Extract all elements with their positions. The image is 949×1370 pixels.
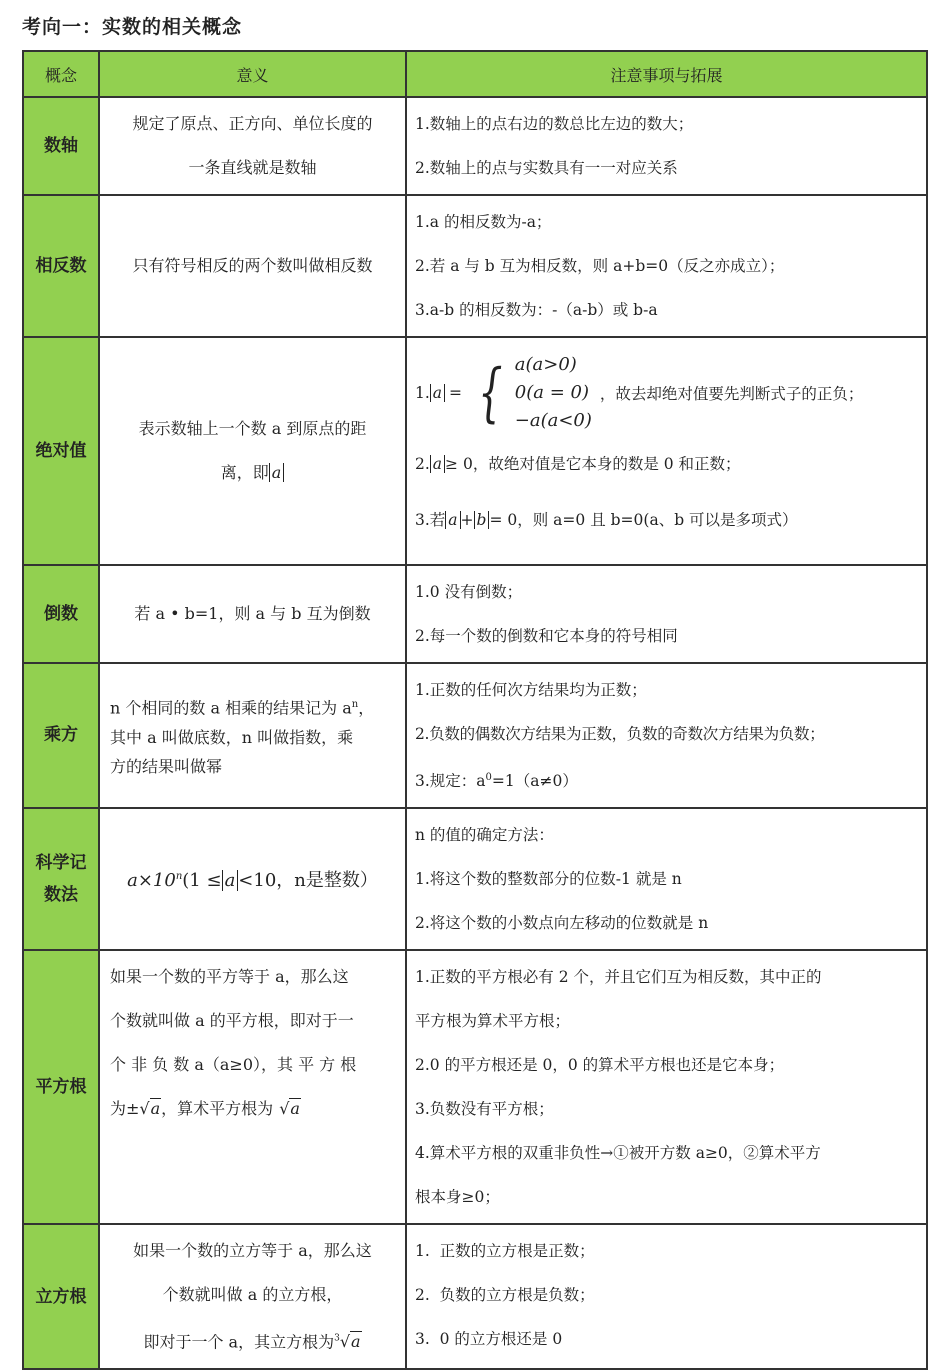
brace-icon: { bbox=[478, 356, 503, 430]
note-line-3 bbox=[415, 492, 918, 548]
term-cell: 倒数 bbox=[23, 565, 99, 663]
superscript: n bbox=[175, 871, 183, 883]
term-cell: 相反数 bbox=[23, 195, 99, 337]
note-line: 1.0 没有倒数； bbox=[415, 583, 523, 601]
note-text: 3.若 bbox=[415, 511, 446, 529]
case-line: a(a>0) bbox=[514, 354, 577, 375]
note-line: 2.数轴上的点与实数具有一一对应关系 bbox=[415, 159, 678, 177]
abs-a: a bbox=[430, 455, 445, 473]
meaning-line bbox=[110, 451, 395, 495]
note-line: 1. 正数的立方根是正数； bbox=[415, 1242, 595, 1261]
meaning-line: 表示数轴上一个数 a 到原点的距 bbox=[138, 419, 367, 438]
term-cell: 数轴 bbox=[23, 97, 99, 195]
page-title: 考向一：实数的相关概念 bbox=[22, 16, 243, 38]
header-notes: 注意事项与拓展 bbox=[406, 51, 927, 97]
term-line: 数法 bbox=[44, 885, 78, 906]
meaning-line: 个数就叫做 a 的平方根，即对于一 bbox=[110, 1011, 354, 1031]
note-line: 2.0 的平方根还是 0，0 的算术平方根也还是它本身； bbox=[415, 1056, 785, 1075]
table-row-axis bbox=[23, 97, 927, 195]
meaning-text: 即对于一个 a，其立方根为 bbox=[143, 1332, 335, 1352]
meaning-cell bbox=[99, 337, 406, 565]
meaning-cell bbox=[99, 950, 406, 1224]
meaning-cell bbox=[99, 1224, 406, 1369]
meaning-line: 一条直线就是数轴 bbox=[188, 158, 317, 177]
note-line-1 bbox=[415, 350, 918, 436]
abs-a: a bbox=[445, 511, 460, 529]
meaning-cell bbox=[99, 97, 406, 195]
note-line: 根本身≥0； bbox=[415, 1188, 500, 1207]
sqrt-icon: √a bbox=[279, 1099, 300, 1119]
note-text: 2. bbox=[415, 455, 430, 473]
abs-b: b bbox=[474, 511, 490, 529]
formula-text: (1 ≤ bbox=[182, 870, 222, 892]
radicand: a bbox=[150, 1099, 161, 1119]
formula-text: n是整数） bbox=[294, 870, 378, 892]
notes-cell bbox=[406, 565, 927, 663]
meaning-line: 规定了原点、正方向、单位长度的 bbox=[132, 114, 373, 133]
table-row-scientific bbox=[23, 808, 927, 950]
superscript: n bbox=[351, 699, 359, 711]
abs-a: a bbox=[430, 384, 445, 402]
formula-text: a×10 bbox=[127, 870, 176, 892]
notes-cell bbox=[406, 950, 927, 1224]
superscript: 0 bbox=[485, 772, 492, 783]
table-row-cbrt bbox=[23, 1224, 927, 1369]
concept-table bbox=[22, 50, 928, 1370]
meaning-line: 方的结果叫做幂 bbox=[110, 756, 223, 776]
abs-a: a bbox=[222, 870, 239, 891]
note-line: 2.若 a 与 b 互为相反数，则 a+b=0（反之亦成立）； bbox=[415, 257, 785, 275]
note-line: 3.a-b 的相反数为：-（a-b）或 b-a bbox=[415, 301, 658, 319]
note-line: 1.数轴上的点右边的数总比左边的数大； bbox=[415, 115, 694, 133]
note-line: n 的值的确定方法： bbox=[415, 826, 554, 845]
note-line: 1.正数的任何次方结果均为正数； bbox=[415, 681, 647, 699]
term-line: 科学记 bbox=[35, 852, 87, 873]
meaning-line: 如果一个数的立方等于 a，那么这 bbox=[133, 1241, 372, 1261]
radicand: a bbox=[290, 1099, 300, 1119]
meaning-text: n 个相同的数 a 相乘的结果记为 a bbox=[110, 698, 352, 718]
meaning-line bbox=[110, 1087, 395, 1131]
meaning-text: ，算术平方根为 bbox=[161, 1099, 274, 1119]
notes-cell bbox=[406, 1224, 927, 1369]
abs-a: a bbox=[269, 463, 285, 482]
notes-cell bbox=[406, 195, 927, 337]
case-line: −a(a<0) bbox=[514, 410, 592, 431]
table-row-power bbox=[23, 663, 927, 808]
term-cell bbox=[23, 808, 99, 950]
meaning-line: 如果一个数的平方等于 a，那么这 bbox=[110, 967, 349, 987]
meaning-cell: 只有符号相反的两个数叫做相反数 bbox=[99, 195, 406, 337]
notes-cell bbox=[406, 97, 927, 195]
table-row-reciprocal bbox=[23, 565, 927, 663]
equals-sign: = bbox=[449, 384, 463, 402]
notes-cell bbox=[406, 808, 927, 950]
note-line-2 bbox=[415, 436, 918, 492]
table-row-sqrt bbox=[23, 950, 927, 1224]
note-line: 2.每一个数的倒数和它本身的符号相同 bbox=[415, 627, 678, 645]
note-line: 2.负数的偶数次方结果为正数，负数的奇数次方结果为负数； bbox=[415, 725, 825, 743]
note-text: ，故去却绝对值要先判断式子的正负； bbox=[599, 385, 864, 403]
note-line: 1.将这个数的整数部分的位数-1 就是 n bbox=[415, 870, 682, 889]
header-row bbox=[23, 51, 927, 97]
table-row-absolute bbox=[23, 337, 927, 565]
term-cell: 绝对值 bbox=[23, 337, 99, 565]
note-text: 1. bbox=[415, 384, 430, 402]
note-line bbox=[415, 756, 918, 803]
note-line: 平方根为算术平方根； bbox=[415, 1012, 571, 1031]
meaning-cell bbox=[99, 808, 406, 950]
meaning-cell: 若 a • b=1，则 a 与 b 互为倒数 bbox=[99, 565, 406, 663]
meaning-line bbox=[110, 690, 395, 722]
cbrt-icon: $^3$√a bbox=[334, 1332, 361, 1352]
radicand: a bbox=[351, 1332, 361, 1352]
note-text: =1（a≠0） bbox=[491, 772, 578, 791]
term-cell: 乘方 bbox=[23, 663, 99, 808]
meaning-line: 其中 a 叫做底数，n 叫做指数，乘 bbox=[110, 727, 354, 747]
note-line: 3.负数没有平方根； bbox=[415, 1100, 554, 1119]
note-line: 2. 负数的立方根是负数； bbox=[415, 1286, 595, 1305]
plus-sign: + bbox=[460, 511, 474, 529]
note-line: 3. 0 的立方根还是 0 bbox=[415, 1330, 563, 1349]
note-line: 4.算术平方根的双重非负性→①被开方数 a≥0，②算术平方 bbox=[415, 1144, 821, 1163]
note-text: ≥ 0，故绝对值是它本身的数是 0 和正数； bbox=[445, 455, 741, 473]
meaning-text: 离，即 bbox=[220, 463, 269, 482]
header-meaning: 意义 bbox=[99, 51, 406, 97]
term-cell: 立方根 bbox=[23, 1224, 99, 1369]
note-line: 1.正数的平方根必有 2 个，并且它们互为相反数，其中正的 bbox=[415, 968, 822, 987]
meaning-line bbox=[110, 1317, 395, 1364]
notes-cell bbox=[406, 663, 927, 808]
note-text: 3.规定：a bbox=[415, 772, 486, 791]
note-line: 1.a 的相反数为-a； bbox=[415, 213, 552, 231]
header-concept: 概念 bbox=[23, 51, 99, 97]
cases bbox=[515, 351, 592, 435]
note-text: = 0，则 a=0 且 b=0(a、b 可以是多项式） bbox=[489, 511, 798, 529]
table-row-opposite bbox=[23, 195, 927, 337]
meaning-text: 为± bbox=[110, 1099, 140, 1119]
meaning-text: ， bbox=[358, 698, 375, 718]
note-line: 2.将这个数的小数点向左移动的位数就是 n bbox=[415, 914, 709, 933]
sqrt-icon: √a bbox=[139, 1099, 161, 1119]
meaning-line: 个 非 负 数 a（a≥0），其 平 方 根 bbox=[110, 1055, 357, 1075]
notes-cell bbox=[406, 337, 927, 565]
case-line: 0(a = 0) bbox=[514, 382, 589, 403]
term-cell: 平方根 bbox=[23, 950, 99, 1224]
meaning-cell bbox=[99, 663, 406, 808]
piecewise bbox=[466, 351, 592, 435]
meaning-line: 个数就叫做 a 的立方根， bbox=[162, 1285, 343, 1305]
formula-text: <10， bbox=[238, 870, 295, 892]
